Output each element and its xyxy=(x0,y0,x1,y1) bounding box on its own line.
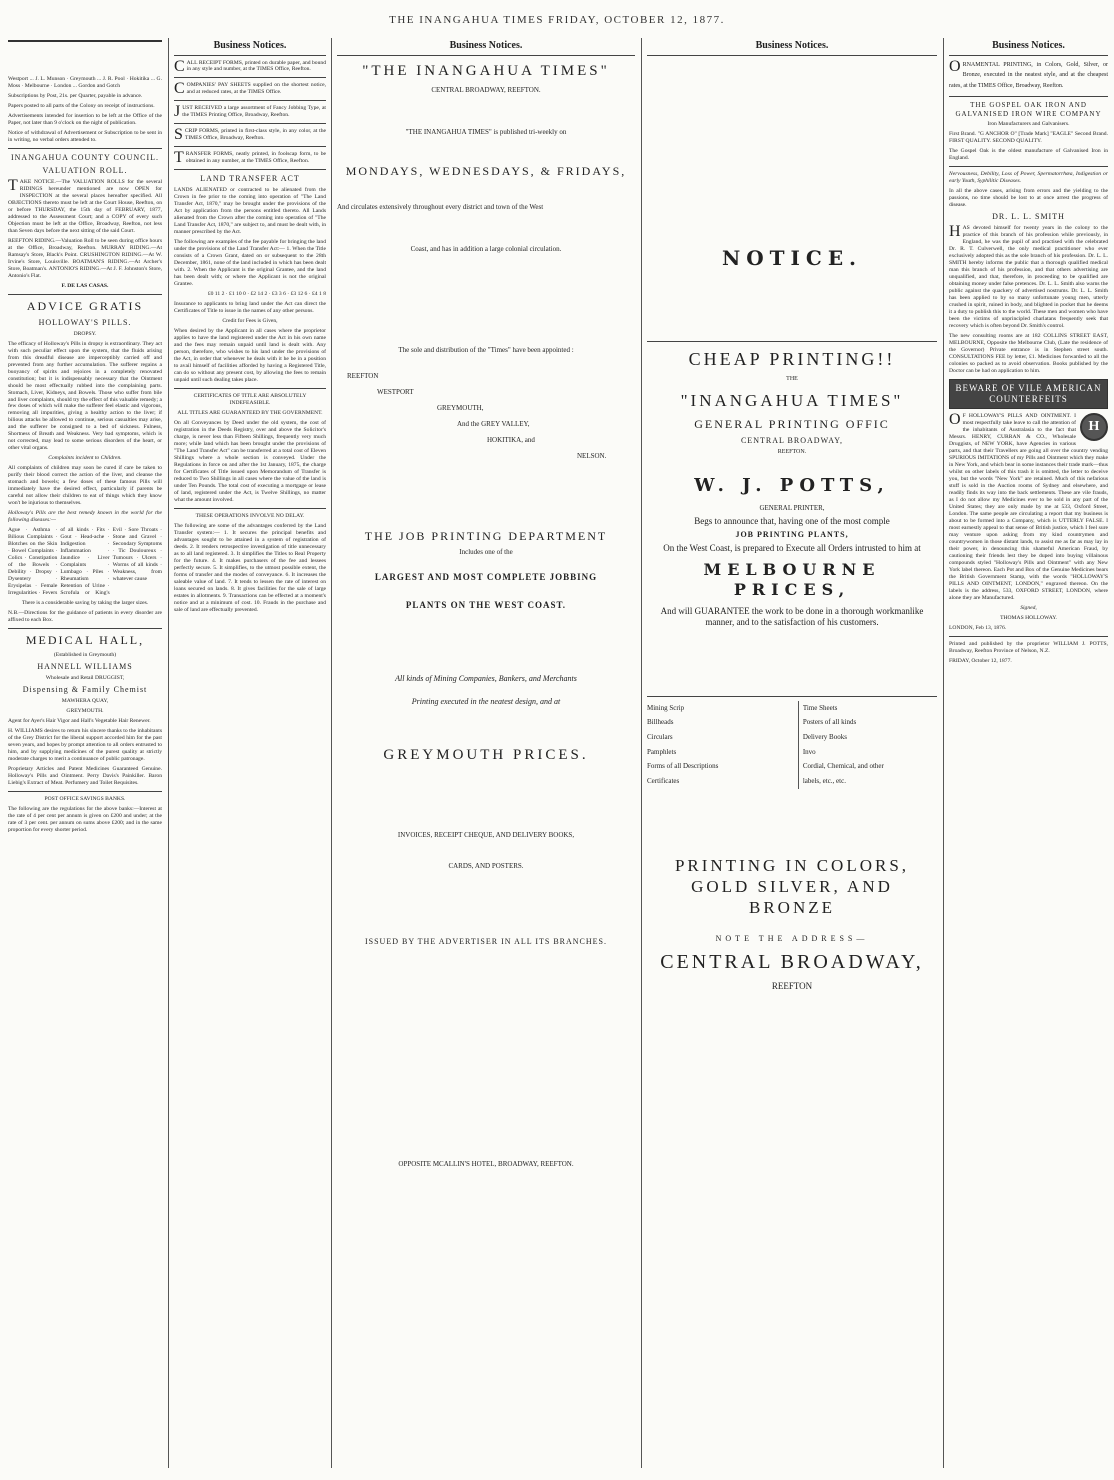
call-receipt-ad: CALL RECEIPT FORMS, printed on durable paper, and bound in any style and number, at the TIMES Office, Reefton. xyxy=(174,57,326,75)
guarantee-line: And will GUARANTEE the work to be done in a thorough workmanlike manner, and to the satisfaction of his customers. xyxy=(660,606,924,628)
agents-town-list xyxy=(337,368,635,465)
central-broadway: CENTRAL BROADWAY, xyxy=(740,435,844,445)
gospel-title: THE GOSPEL OAK IRON AND GALVANISED IRON WIRE COMPANY xyxy=(955,100,1102,118)
consulting-note: The new consulting rooms are at 182 COLLINS STREET EAST, MELBOURNE, Opposite the Melbourne Club, (Late the residence of the Governor) Private entrance is in Stephen street south. CONSULTATIONS FEE by letter, £1. Medicines forwarded to all the colonies so packed as to avoid observation. Books published by the Doctor can be had on application to him. xyxy=(949,333,1108,374)
list-item: Pamphlets xyxy=(647,747,677,756)
central-broadway-big: CENTRAL BROADWAY, xyxy=(660,951,924,974)
signed-line: Signed, xyxy=(1020,604,1037,611)
all-kinds-line: All kinds of Mining Companies, Bankers, and Merchants xyxy=(395,673,577,683)
greymouth-prices: GREYMOUTH PRICES. xyxy=(383,746,589,763)
gospel-brands: First Brand. "G ANCHOR O" [Trade Mark] "EAGLE" Second Brand. FIRST QUALITY. SECOND QUALITY. xyxy=(949,131,1108,145)
printing-list xyxy=(647,701,937,789)
just-received-ad: JUST RECEIVED a large assortment of Fancy Jobbing Type, at the TIMES Printing Office, Broadway, Reefton. xyxy=(174,103,326,121)
printing-list-right xyxy=(798,701,937,789)
holloway-signature: THOMAS HOLLOWAY. xyxy=(1000,614,1057,621)
land-transfer-body: LANDS ALIENATED or contracted to be alienated from the Crown in fee prior to the coming into operation of "The Land Transfer Act, 1870," may be brought under the provisions of the Act by application from the persons entitled thereto. All Lands alienated from the Crown after the coming into operation of "The Land Transfer Act, 1870," are subject to, and must be dealt with, in manner prescribed by the Act. xyxy=(174,187,326,236)
london-date: LONDON, Feb 13, 1876. xyxy=(949,624,1007,631)
column-2 xyxy=(170,38,330,1468)
williams-body: H. WILLIAMS desires to return his sincere thanks to the inhabitants of the Grey District for the liberal support accorded him for the past seven years, and hopes by prompt attention to all orders entrusted to him, and by supplying medicines of the purest quality at strictly moderate charges to merit a continuance of public patronage. xyxy=(8,727,162,762)
list-item: Circulars xyxy=(647,732,673,741)
notice-title: NOTICE. xyxy=(721,245,863,270)
agent-line: Agent for Ayer's Hair Vigor and Hall's Vegetable Hair Renewer. xyxy=(8,717,151,724)
masthead: THE INANGAHUA TIMES FRIDAY, OCTOBER 12, 1877. xyxy=(389,14,725,26)
column-rule xyxy=(331,38,332,1468)
general-printing: GENERAL PRINTING OFFIC xyxy=(694,416,890,431)
job-dept-title: THE JOB PRINTING DEPARTMENT xyxy=(364,528,608,543)
list-item: Posters of all kinds xyxy=(802,718,857,727)
reefton-big: REEFTON xyxy=(771,981,813,992)
ornamental-ad: ORNAMENTAL PRINTING, in Colors, Gold, Silver, or Bronze, executed in the neatest style, and at the cheapest rates, at the TIMES Office, Broadway, Reefton. xyxy=(949,57,1108,90)
medical-hall-sub: (Established in Greymouth) xyxy=(53,652,117,659)
published-line: "THE INANGAHUA TIMES" is published tri-weekly on xyxy=(405,128,567,136)
list-item: Invo xyxy=(802,747,816,756)
note-address: NOTE THE ADDRESS— xyxy=(715,934,869,944)
holloway-title: HOLLOWAY'S PILLS. xyxy=(38,317,132,327)
companies-ad: COMPANIES' PAY SHEETS supplied on the shortest notice, and at reduced rates, at the TIMES Office. xyxy=(174,80,326,98)
column-1 xyxy=(4,38,166,1468)
agent-town: NELSON. xyxy=(577,452,607,461)
advice-title: ADVICE GRATIS xyxy=(26,298,144,313)
guaranteed-body: On all Conveyances by Deed under the old system, the cost of registration in the Deeds Registry, over and above the Solicitor's charge, is never less than Fifteen Shillings, frequently very much more; while land which has been brought under the provisions of "The Land Transfer Act" can be transferred at a total cost of Eleven Shillings where a whole section is conveyed. Under the Regulations in force on and after the 1st January, 1875, the charge for Certificates of Title issued upon Memorandum of Transfer is reduced to Two Shillings in all cases where the value of the land is under Ten Pounds. The total cost of executing a mortgage or lease of land, registered under the Act, is Twelve Shillings, no matter what the amount involved. xyxy=(174,419,326,503)
column-header: Business Notices. xyxy=(949,38,1108,56)
papers-note: Papers posted to all parts of the Colony on receipt of instructions. xyxy=(8,102,155,109)
times-address: CENTRAL BROADWAY, REEFTON. xyxy=(431,86,541,95)
medical-hall-title: MEDICAL HALL, xyxy=(25,633,145,648)
dropsy-body: The efficacy of Holloway's Pills in dropsy is extraordinary. They act with such peculiar effect upon the system, that the fluids arising from this dreadful disease are imperceptibly carried off and prevented from any further accumulation. The sufferer regains a buoyancy of spirits and rejoices in a completely renovated constitution; but it is indispensably necessary that the Ointment should be most effectually rubbed into the complaining parts. Stomach, Liver, Kidneys, and Bowels. Those who suffer from bile and liver complaints, should try the effect of this valuable remedy; a few doses of which will make the sufferer feel elastic and vigorous, removing all impurities, giving a healthy action to the liver; if bilious attacks be allowed to continue, serious casualties may arise, and the sufferer be consigned to a bed of sickness. Fulness, Shortness of Breath and Weakness. Very bad symptoms, which is not corrected, may lead to some serious disorders of the heart, or other vital organs. xyxy=(8,340,162,452)
wholesale-line: Wholesale and Retail DRUGGIST, xyxy=(45,675,125,682)
ridings-list: REEFTON RIDING.—Valuation Roll to be seen during office hours at the Office, Broadway, Reefton. MURRAY RIDING.—At Ramsay's Store, Black's Point. CRUSHINGTON RIDING.—At W. Irvine's Store, Louisville. BOATMAN'S RIDING.—At Archer's Store, Boatman's. ANTONIO'S RIDING.—At J. F. Johnston's Store, Antonio's Flat. xyxy=(8,237,162,279)
land-transfer-title: LAND TRANSFER ACT xyxy=(200,174,300,184)
nb-note: N.B.—Directions for the guidance of patients in every disorder are affixed to each Box. xyxy=(8,610,162,624)
plants-line: PLANTS ON THE WEST COAST. xyxy=(405,599,567,610)
dispensing-line: Dispensing & Family Chemist xyxy=(22,685,148,694)
column-5 xyxy=(945,38,1112,1468)
agent-town: HOKITIKA, and xyxy=(487,436,535,445)
fees-values: £0 11 2 · £1 10 0 · £2 14 2 · £3 3 6 · £3 12 6 · £4 1 8 xyxy=(207,291,326,298)
advertisements-note: Advertisements intended for insertion to be left at the Office of the Paper, not later than 9 o'clock on the night of publication. xyxy=(8,112,162,126)
williams-list: Proprietary Articles and Patent Medicines Guaranteed Genuine. Holloway's Pills and Ointment. Perry Davis's Painkiller. Baron Liebig's Extract of Meat. Perfumery and Toilet Requisites. xyxy=(8,765,162,786)
list-item: Billheads xyxy=(647,718,674,727)
job-plants-line: JOB PRINTING PLANTS, xyxy=(735,529,849,539)
operations-body: The following are some of the advantages conferred by the Land Transfer system:— 1. It secures the principal benefits and advantages sought to be attained in a system of registration of deeds. 2. It renders retrospective investigation of title unnecessary as to all land registered. 3. It simplifies the Titles to Real Property for the future. 4. It makes purchasers of the fee and lessees perfectly secure. 5. It simplifies, to the utmost possible extent, the forms of transfer and the modes of conveyance. 6. It increases the saleable value of land. 7. It tends to lessen the rate of interest on loans secured on lands. 8. It gives facilities for the sale of large estates in allotments. 9. Transactions can be effected at a moment's notice and at a minimum of cost. 10. Frauds in the purchase and sale of land are effectually prevented. xyxy=(174,522,326,613)
dr-smith-body: HAS devoted himself for twenty years in the colony to the practice of this branch of his profession while previously, in England, he was the pupil of and practised with the celebrated Dr. R. T. Culverwell, the only medical practitioner who ever exclusively adopted this as the sole branch of his profession. Dr. L. L. SMITH hereby informs the public that a thorough qualified medical man this branch of his profession, and that others advertising are unqualified, and that, therefore, in proceeding to be qualified are obtaining money under false pretences. Dr. L. L. Smith also warns the public against the quackery of advertised nostrums. Dr. L. L. Smith has been applied to by so many unfortunate young men, utterly crushed in spirit, ruined in body, and blighted in pocket that he deems it a duty to publish this to the world. These men and women who have been the victims of unprincipled charlatans frequently seek that recovery which is often beyond Dr. Smith's control. xyxy=(949,223,1108,330)
children-title: Complaints incident to Children. xyxy=(48,455,122,462)
column-4 xyxy=(643,38,941,1468)
dropsy-title: DROPSY. xyxy=(73,330,97,337)
begs-line: Begs to announce that, having one of the most comple xyxy=(694,515,890,526)
children-body: All complaints of children may soon be cured if care be taken to purify their blood correct the action of the liver, and cleanse the stomach and bowels; a few doses of these famous Pills will immediately have the desired effect, particularly if parents be careful not allow their children to eat of things which they know won't be injurious to themselves. xyxy=(8,465,162,507)
transfer-ad: TRANSFER FORMS, neatly printed, in foolscap form, to be obtained in any number, at the TIMES Office, Reefton. xyxy=(174,149,326,167)
holloway-trademark-icon: H xyxy=(1080,413,1108,441)
largest-line: LARGEST AND MOST COMPLETE JOBBING xyxy=(374,572,598,583)
agent-town: WESTPORT xyxy=(377,388,414,397)
list-item: Time Sheets xyxy=(802,703,838,712)
agents-list: Westport ... J. L. Munson · Greymouth ... J. R. Pool · Hokitika ... G. Moss · Melbourne · London ... Gordon and Gotch xyxy=(8,76,162,89)
list-item: labels, etc., etc. xyxy=(802,776,846,785)
column-rule xyxy=(168,38,169,1468)
insurance-note: Insurance to applicants to bring land under the Act can direct the Certificates of Title to issue in the names of any other persons. xyxy=(174,301,326,315)
agent-town: GREYMOUTH, xyxy=(437,404,484,413)
council-title: INANGAHUA COUNTY COUNCIL. xyxy=(10,152,160,162)
scrip-ad: SCRIP FORMS, printed in first-class style, in any color, at the TIMES Office, Broadway, Reefton. xyxy=(174,126,326,144)
bottom-address: OPPOSITE MCALLIN'S HOTEL, BROADWAY, REEFTON. xyxy=(398,1160,574,1169)
gospel-sub: Iron Manufacturers and Galvanisers. xyxy=(987,121,1070,128)
circulates-line-2: Coast, and has in addition a large colonial circulation. xyxy=(410,244,562,253)
printer-note: Printed and published by the proprietor WILLIAM J. POTTS, Broadway, Reefton Province of Nelson, N.Z. xyxy=(949,640,1108,654)
subscriptions-note: Subscriptions by Post, 21s. per Quarter, payable in advance. xyxy=(8,92,143,99)
printing-list-left xyxy=(647,701,786,789)
diseases-list: Ague · Asthma · Bilious Complaints · Blotches on the Skin · Bowel Complaints · Colics · Constipation of the Bowels · Debility · Dropsy · Dysentery · Erysipelas · Female Irregularities · Fevers of all kinds · Fits · Gout · Head-ache · Indigestion · Inflammation · Jaundice · Liver Complaints · Lumbago · Piles · Rheumatism · Retention of Urine · Scrofula or King's Evil · Sore Throats · Stone and Gravel · Secondary Symptoms · Tic Douloureux · Tumours · Ulcers · Worms of all kinds · Weakness, from whatever cause xyxy=(8,527,162,597)
post-office-title: POST OFFICE SAVINGS BANKS. xyxy=(44,795,126,802)
issue-date: FRIDAY, October 12, 1877. xyxy=(949,657,1012,664)
printing-executed-line: Printing executed in the neatest design, and at xyxy=(411,696,561,706)
nervousness-line: Nervousness, Debility, Loss of Power, Spermatorrhœa, Indigestion or early Youth, Syphilitic Diseases. xyxy=(949,171,1108,185)
list-item: Mining Scrip xyxy=(647,703,685,712)
council-signature: F. DE LAS CASAS. xyxy=(61,282,109,289)
potts-name: W. J. POTTS, xyxy=(694,475,890,497)
valuation-body: TAKE NOTICE.—The VALUATION ROLLS for the several RIDINGS hereunder mentioned are now OPEN for INSPECTION at the several places hereafter specified. All OBJECTIONS thereto must be left at the Court House, Reefton, on or before THURSDAY, the 15th day of FEBRUARY, 1877, addressed to the Assessment Court; and a COPY of every such Objection must be left at the Office, Broadway, Reefton, not less than Seven days before the next sitting of the said Court. xyxy=(8,176,162,234)
remedy-title: Holloway's Pills are the best remedy known in the world for the following diseases:— xyxy=(8,510,162,524)
post-office-body: The following are the regulations for the above banks:—Interest at the rate of 4 per cent per annum is given on £200 and under; at the rate of 3 per cent. per annum on sums above £200; and in the same proportion for every shorter period. xyxy=(8,805,162,833)
times-name: "INANGAHUA TIMES" xyxy=(680,390,904,410)
column-header: Business Notices. xyxy=(647,38,937,56)
melbourne-prices: MELBOURNE PRICES, xyxy=(703,560,881,599)
williams-name: HANNELL WILLIAMS xyxy=(37,662,133,672)
withdrawal-note: Notice of withdrawal of Advertisement or Subscription to be sent in in writing, no verbal orders attended to. xyxy=(8,129,162,143)
printer-line: GENERAL PRINTER, xyxy=(759,503,825,512)
valuation-title: VALUATION ROLL. xyxy=(42,165,128,175)
circulates-line: And circulates extensively throughout every district and town of the West xyxy=(337,202,544,211)
cheap-printing: CHEAP PRINTING!! xyxy=(688,348,896,369)
saving-note: There is a considerable saving by taking the larger sizes. xyxy=(21,600,149,607)
column-header: Business Notices. xyxy=(337,38,635,56)
beware-banner: BEWARE OF VILE AMERICAN COUNTERFEITS xyxy=(949,379,1108,410)
list-item: Certificates xyxy=(647,776,680,785)
list-item: Cordial, Chemical, and other xyxy=(802,762,884,771)
credit-title: Credit for Fees is Given, xyxy=(222,318,278,325)
list-item: Forms of all Descriptions xyxy=(647,762,719,771)
cards-line: CARDS, AND POSTERS. xyxy=(448,862,524,871)
credit-body: When desired by the Applicant in all cases where the proprietor applies to have the land registered under the Act in his own name and the fees may remain unpaid until land is dealt with. Any person, therefore, who wishes to his land under the provisions of the Act, in order that whenever he deals with it he be in a position to avail himself of facilities afforded by having a Registered Title, can do so without any present cost, by allowing the fees to remain unpaid until such dealing takes place. xyxy=(174,328,326,383)
operations-title: THESE OPERATIONS INVOLVE NO DELAY. xyxy=(195,512,305,519)
times-title: "THE INANGAHUA TIMES" xyxy=(362,62,610,79)
invoices-line: INVOICES, RECEIPT CHEQUE, AND DELIVERY BOOKS, xyxy=(397,830,575,839)
days-line: MONDAYS, WEDNESDAYS, & FRIDAYS, xyxy=(345,163,627,178)
certificates-title: CERTIFICATES OF TITLE ARE ABSOLUTELY INDEFEASIBLE. xyxy=(193,392,307,406)
reefton-line: REEFTON. xyxy=(777,448,807,455)
holloway-counterfeit-body: H OF HOLLOWAY'S PILLS AND OINTMENT. I most respectfully take leave to call the attention of the inhabitants of Australasia to the fact that Messrs. HENRY, CURRAN & CO., Wholesale Druggists, of NEW YORK, have Agencies in various parts, and that their Travellers are going all over the country vending SPURIOUS IMITATIONS of my Pills and Ointment which they make in New York, and which bear in some instances their trade mark—thus whilst on other labels of this trash it is omitted, the letter to deceive you, but the words "New York" are retained. Much of this nefarious stuff is sold in the Auction rooms of Sydney and elsewhere, and readily finds its way into the back settlements. These are vile frauds, as I do not allow my Medicines ever to be sold in any part of the United States; they are only made by me at 533, Oxford Street, London. The same people are circulating a report that my business is about to be formed into a Company, which is UTTERLY FALSE. I most earnestly appeal to that sense of British justice, which I feel sure may venture upon asking from my kind countrymen and countrywomen in those distant lands, to assist me as far as may lay in their power, in denouncing this shameful American Fraud, by cautioning their friends lest they be duped into buying villainous compounds styled "Holloway's Pills and Ointment" with any New York label thereon. Each Pot and Box of the Genuine Medicines bears the British Government Stamp, with the words "HOLLOWAY'S PILLS AND OINTMENT, LONDON," engraved thereon. On the labels is the address, 533, OXFORD STREET, LONDON, where alone they are Manufactured. xyxy=(949,411,1108,601)
greymouth-line: GREYMOUTH. xyxy=(66,707,104,714)
nervousness-line-2: In all the above cases, arising from errors and the yielding to the passions, no time should be lost to at once arrest the progress of disease. xyxy=(949,188,1108,209)
gospel-note: The Gospel Oak is the oldest manufacture of Galvanised Iron in England. xyxy=(949,148,1108,162)
column-header: Business Notices. xyxy=(174,38,326,56)
agents-intro: The sole and distribution of the "Times" have been appointed : xyxy=(398,346,574,355)
includes-line: Includes one of the xyxy=(459,547,513,556)
column-rule xyxy=(641,38,642,1468)
list-item: Delivery Books xyxy=(802,732,847,741)
guaranteed-title: ALL TITLES ARE GUARANTEED BY THE GOVERNMENT. xyxy=(177,409,323,416)
fees-body: The following are examples of the fee payable for bringing the land under the provisions of the Land Transfer Act:— 1. When the Title consists of a Crown Grant, dated on or subsequent to the 28th December, 1861, none of the land included in which has been dealt with. 2. When the Applicant is the original Grantee, and the land has been dealt with; or where the Applicant is not the original Grantee. xyxy=(174,239,326,288)
agent-town: And the GREY VALLEY, xyxy=(457,420,530,429)
quay-line: MAWHERA QUAY, xyxy=(61,698,109,704)
dr-smith-title: DR. L. L. SMITH xyxy=(992,212,1065,222)
column-3 xyxy=(333,38,639,1468)
the-line: THE xyxy=(786,376,798,382)
column-rule xyxy=(943,38,944,1468)
printing-in-colors: PRINTING IN COLORS, GOLD SILVER, AND BRONZE xyxy=(674,855,910,918)
branches-line: ISSUED BY THE ADVERTISER IN ALL ITS BRANCHES. xyxy=(364,937,607,947)
agent-town: REEFTON xyxy=(347,372,379,380)
on-coast-line: On the West Coast, is prepared to Execute all Orders intrusted to him at xyxy=(663,542,921,553)
